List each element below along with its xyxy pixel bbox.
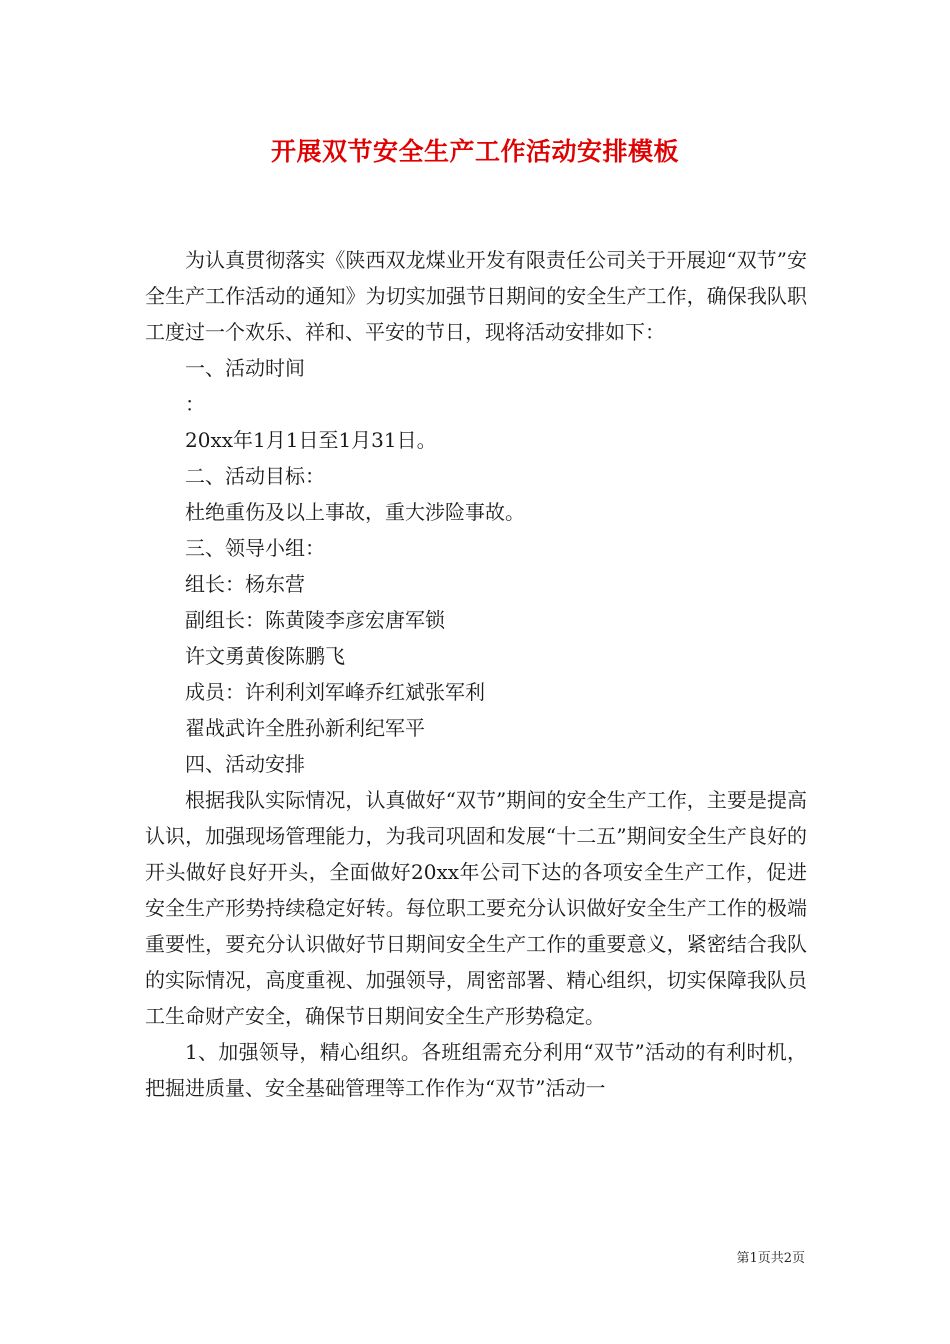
section-heading-goal: 二、活动目标： bbox=[185, 464, 325, 488]
goal-text: 杜绝重伤及以上事故，重大涉险事故。 bbox=[185, 500, 525, 524]
item-1-paragraph: 1、加强领导，精心组织。各班组需充分利用“双节”活动的有利时机，把掘进质量、安全基础管理等工作作为“双节”活动一 bbox=[145, 1040, 807, 1100]
members-line: 成员：许利利刘军峰乔红斌张军利 bbox=[185, 680, 485, 704]
leader-line: 组长：杨东营 bbox=[185, 572, 305, 596]
document-body bbox=[145, 242, 807, 1106]
intro-paragraph: 为认真贯彻落实《陕西双龙煤业开发有限责任公司关于开展迎“双节”安全生产工作活动的通知》为切实加强节日期间的安全生产工作，确保我队职工度过一个欢乐、祥和、平安的节日，现将活动安排如下： bbox=[145, 248, 807, 344]
section-heading-time: 一、活动时间 bbox=[185, 356, 305, 380]
page-number: 第1页共2页 bbox=[736, 1251, 805, 1266]
section-heading-leadership: 三、领导小组： bbox=[185, 536, 325, 560]
document-title: 开展双节安全生产工作活动安排模板 bbox=[270, 137, 679, 166]
deputy-leaders-line: 副组长：陈黄陵李彦宏唐军锁 bbox=[185, 608, 445, 632]
deputy-leaders-line-2: 许文勇黄俊陈鹏飞 bbox=[185, 644, 345, 668]
activity-dates: 20xx年1月1日至1月31日。 bbox=[185, 428, 437, 452]
colon-line: ： bbox=[185, 392, 205, 416]
members-line-2: 翟战武许全胜孙新利纪军平 bbox=[185, 716, 425, 740]
section-heading-arrangement: 四、活动安排 bbox=[185, 752, 305, 776]
arrangement-paragraph: 根据我队实际情况，认真做好“双节”期间的安全生产工作，主要是提高认识，加强现场管理能力，为我司巩固和发展“十二五”期间安全生产良好的开头做好良好开头，全面做好20xx年公司下达的各项安全生产工作，促进安全生产形势持续稳定好转。每位职工要充分认识做好安全生产工作的极端重要性，要充分认识做好节日期间安全生产工作的重要意义，紧密结合我队的实际情况，高度重视、加强领导，周密部署、精心组织，切实保障我队员工生命财产安全，确保节日期间安全生产形势稳定。 bbox=[145, 788, 807, 1028]
